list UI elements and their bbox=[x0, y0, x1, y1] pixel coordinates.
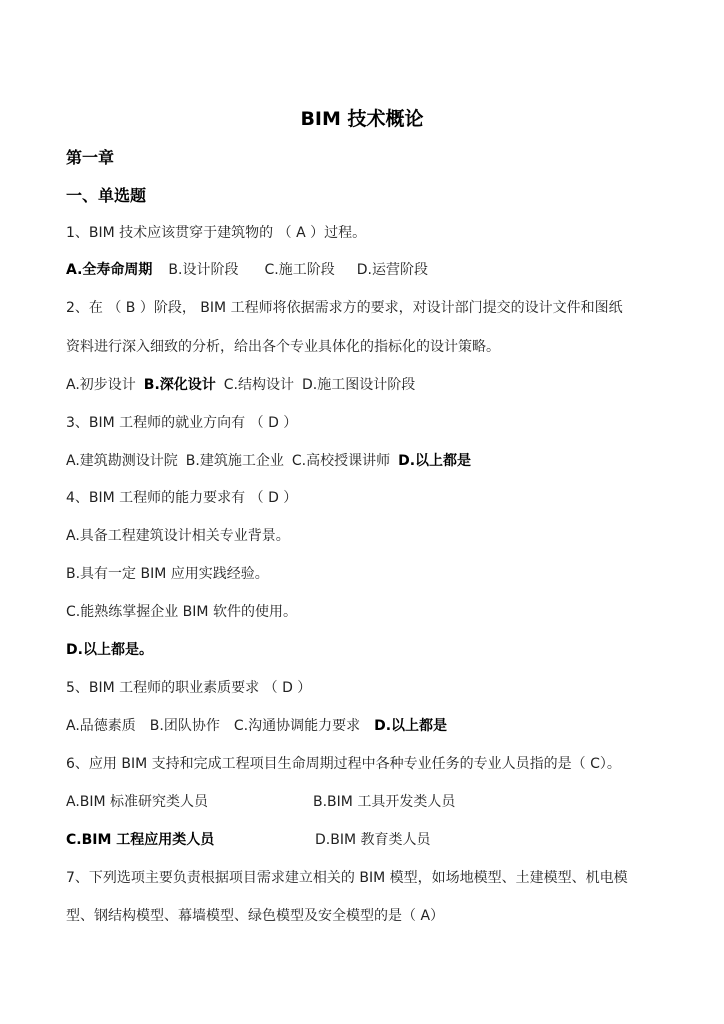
q6-option-b: B.BIM 工具开发类人员 bbox=[313, 794, 456, 810]
q5-option-d: D.以上都是 bbox=[374, 718, 448, 734]
question-3: 3、BIM 工程师的就业方向有 （ D ） bbox=[66, 415, 298, 431]
q2-option-a: A.初步设计 bbox=[66, 377, 136, 393]
q5-option-a: A.品德素质 bbox=[66, 718, 136, 734]
q6-option-a: A.BIM 标准研究类人员 bbox=[66, 794, 209, 810]
question-4: 4、BIM 工程师的能力要求有 （ D ） bbox=[66, 490, 298, 506]
question-2-line-2: 资料进行深入细致的分析，给出各个专业具体化的指标化的设计策略。 bbox=[66, 339, 500, 355]
q4-option-c: C.能熟练掌握企业 BIM 软件的使用。 bbox=[66, 604, 297, 620]
q1-option-b: B.设计阶段 bbox=[168, 262, 239, 278]
q1-option-d: D.运营阶段 bbox=[356, 262, 428, 278]
q3-option-d: D.以上都是 bbox=[398, 453, 472, 469]
document-title: BIM 技术概论 bbox=[300, 108, 424, 130]
q4-option-a: A.具备工程建筑设计相关专业背景。 bbox=[66, 528, 290, 544]
question-5: 5、BIM 工程师的职业素质要求 （ D ） bbox=[66, 680, 312, 696]
q6-option-d: D.BIM 教育类人员 bbox=[315, 832, 431, 848]
question-6: 6、应用 BIM 支持和完成工程项目生命周期过程中各种专业任务的专业人员指的是（ C）。 bbox=[66, 756, 621, 772]
q3-option-c: C.高校授课讲师 bbox=[291, 453, 391, 469]
question-1-options bbox=[66, 259, 428, 279]
q6-option-c: C.BIM 工程应用类人员 bbox=[66, 832, 215, 848]
q2-option-b: B.深化设计 bbox=[143, 377, 216, 393]
q1-option-a: A.全寿命周期 bbox=[66, 262, 153, 278]
question-2-options bbox=[66, 374, 415, 394]
q2-option-c: C.结构设计 bbox=[223, 377, 295, 393]
chapter-heading: 第一章 bbox=[66, 148, 115, 167]
q5-option-c: C.沟通协调能力要求 bbox=[233, 718, 361, 734]
question-7-line-1: 7、下列选项主要负责根据项目需求建立相关的 BIM 模型，如场地模型、土建模型、机电模 bbox=[66, 870, 628, 886]
question-7-line-2: 型、钢结构模型、幕墙模型、绿色模型及安全模型的是（ A） bbox=[66, 908, 445, 924]
q4-option-b: B.具有一定 BIM 应用实践经验。 bbox=[66, 566, 269, 582]
question-3-options bbox=[66, 450, 471, 470]
question-2-line-1: 2、在 （ B ）阶段， BIM 工程师将依据需求方的要求，对设计部门提交的设计文件和图纸 bbox=[66, 300, 623, 316]
q3-option-a: A.建筑勘测设计院 bbox=[66, 453, 178, 469]
q5-option-b: B.团队协作 bbox=[149, 718, 220, 734]
section-heading: 一、单选题 bbox=[66, 186, 147, 205]
question-1: 1、BIM 技术应该贯穿于建筑物的 （ A ）过程。 bbox=[66, 225, 367, 241]
q1-option-c: C.施工阶段 bbox=[264, 262, 335, 278]
q2-option-d: D.施工图设计阶段 bbox=[302, 377, 416, 393]
q3-option-b: B.建筑施工企业 bbox=[185, 453, 284, 469]
q4-option-d: D.以上都是。 bbox=[66, 642, 153, 658]
question-5-options bbox=[66, 715, 447, 735]
